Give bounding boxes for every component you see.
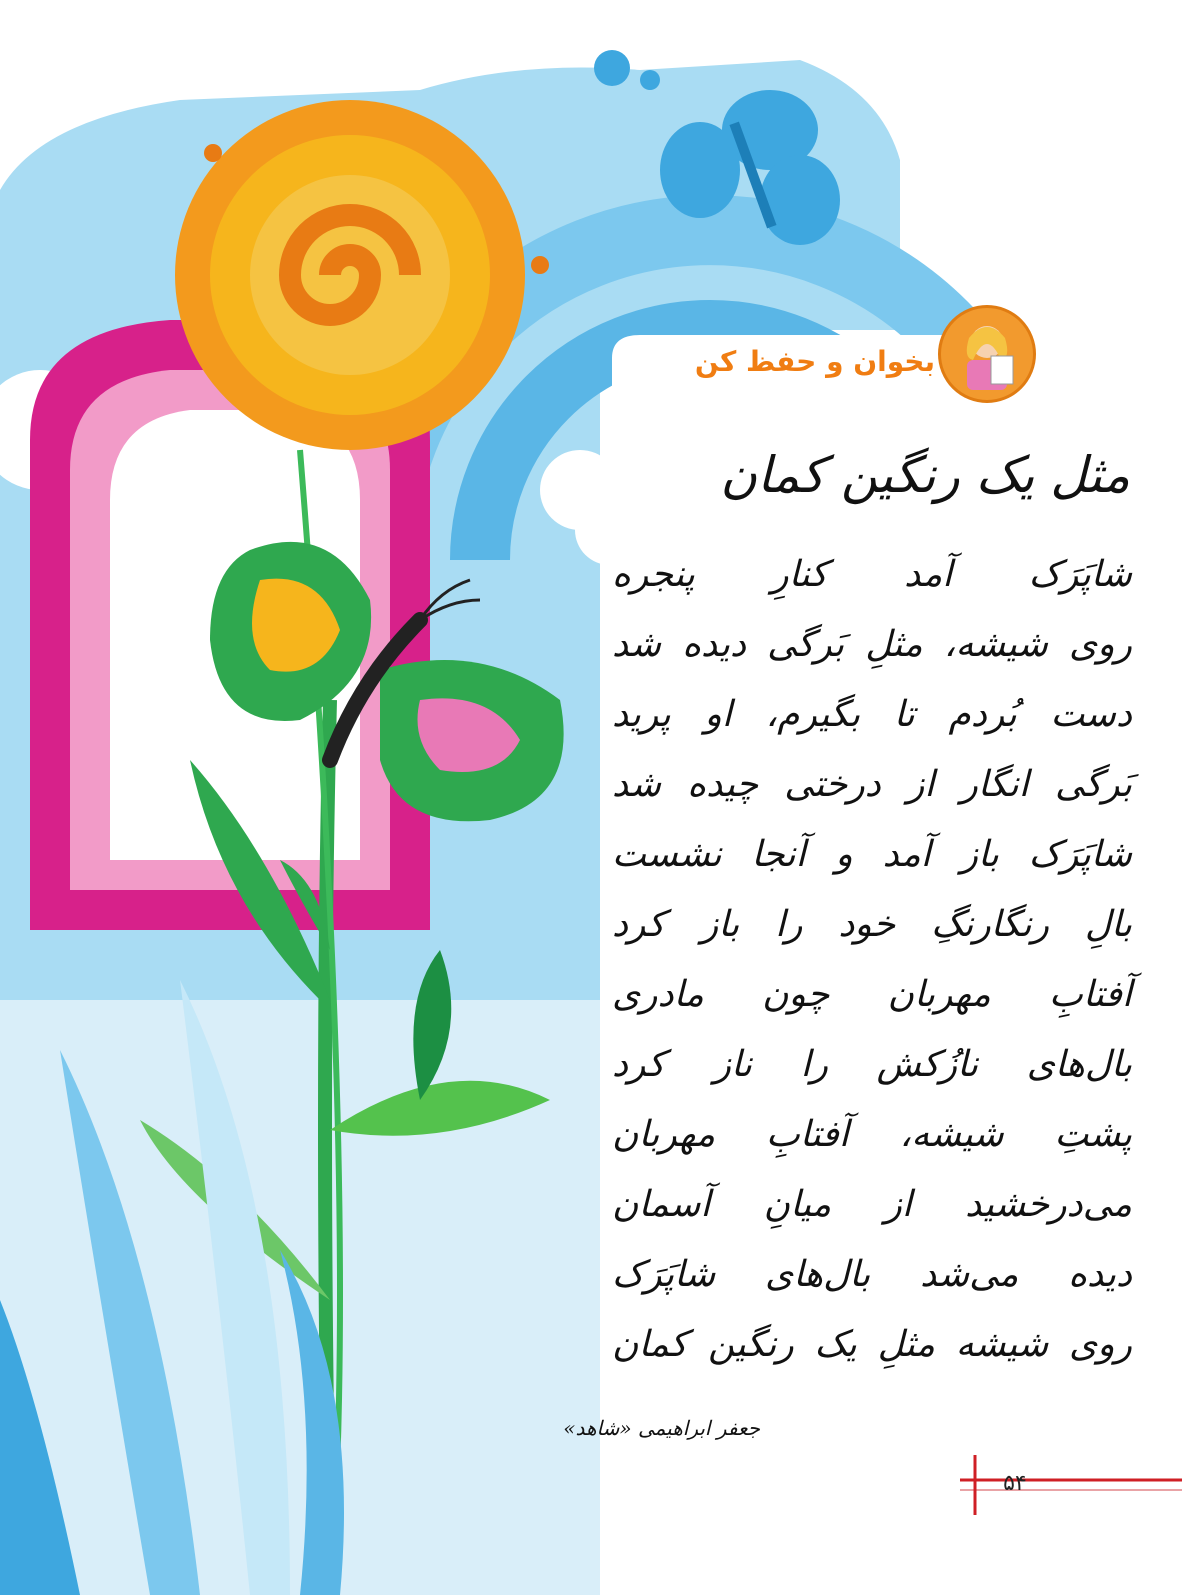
poem-line: دست بُردم تا بگیرم، او پرید <box>612 694 1132 735</box>
poem-line: روی شیشه مثلِ یک رنگین کمان <box>612 1324 1132 1365</box>
poem-title: مثل یک رنگین کمان <box>720 446 1130 504</box>
poem-line: بَرگی انگار از درختی چیده شد <box>612 764 1132 805</box>
poem-line: روی شیشه، مثلِ بَرگی دیده شد <box>612 624 1132 665</box>
poem-line: آفتابِ مهربان چون مادری <box>612 974 1132 1015</box>
page-number: ۵۴ <box>1003 1471 1027 1496</box>
poem-author: جعفر ابراهیمی «شاهد» <box>563 1416 760 1440</box>
section-label: بخوان و حفظ کن <box>694 345 935 378</box>
girl-reading-icon <box>938 305 1036 403</box>
poem-line: بالِ رنگارنگِ خود را باز کرد <box>612 904 1132 945</box>
poem-line: شاپَرَک آمد کنارِ پنجره <box>612 554 1132 595</box>
poem-line: بال‌های نازُکش را ناز کرد <box>612 1044 1132 1085</box>
poem-line: پشتِ شیشه، آفتابِ مهربان <box>612 1114 1132 1155</box>
poem-line: شاپَرَک باز آمد و آنجا نشست <box>612 834 1132 875</box>
poem-line: دیده می‌شد بال‌های شاپَرَک <box>612 1254 1132 1295</box>
poem-line: می‌درخشید از میانِ آسمان <box>612 1184 1132 1225</box>
poem-body <box>612 540 1132 1380</box>
